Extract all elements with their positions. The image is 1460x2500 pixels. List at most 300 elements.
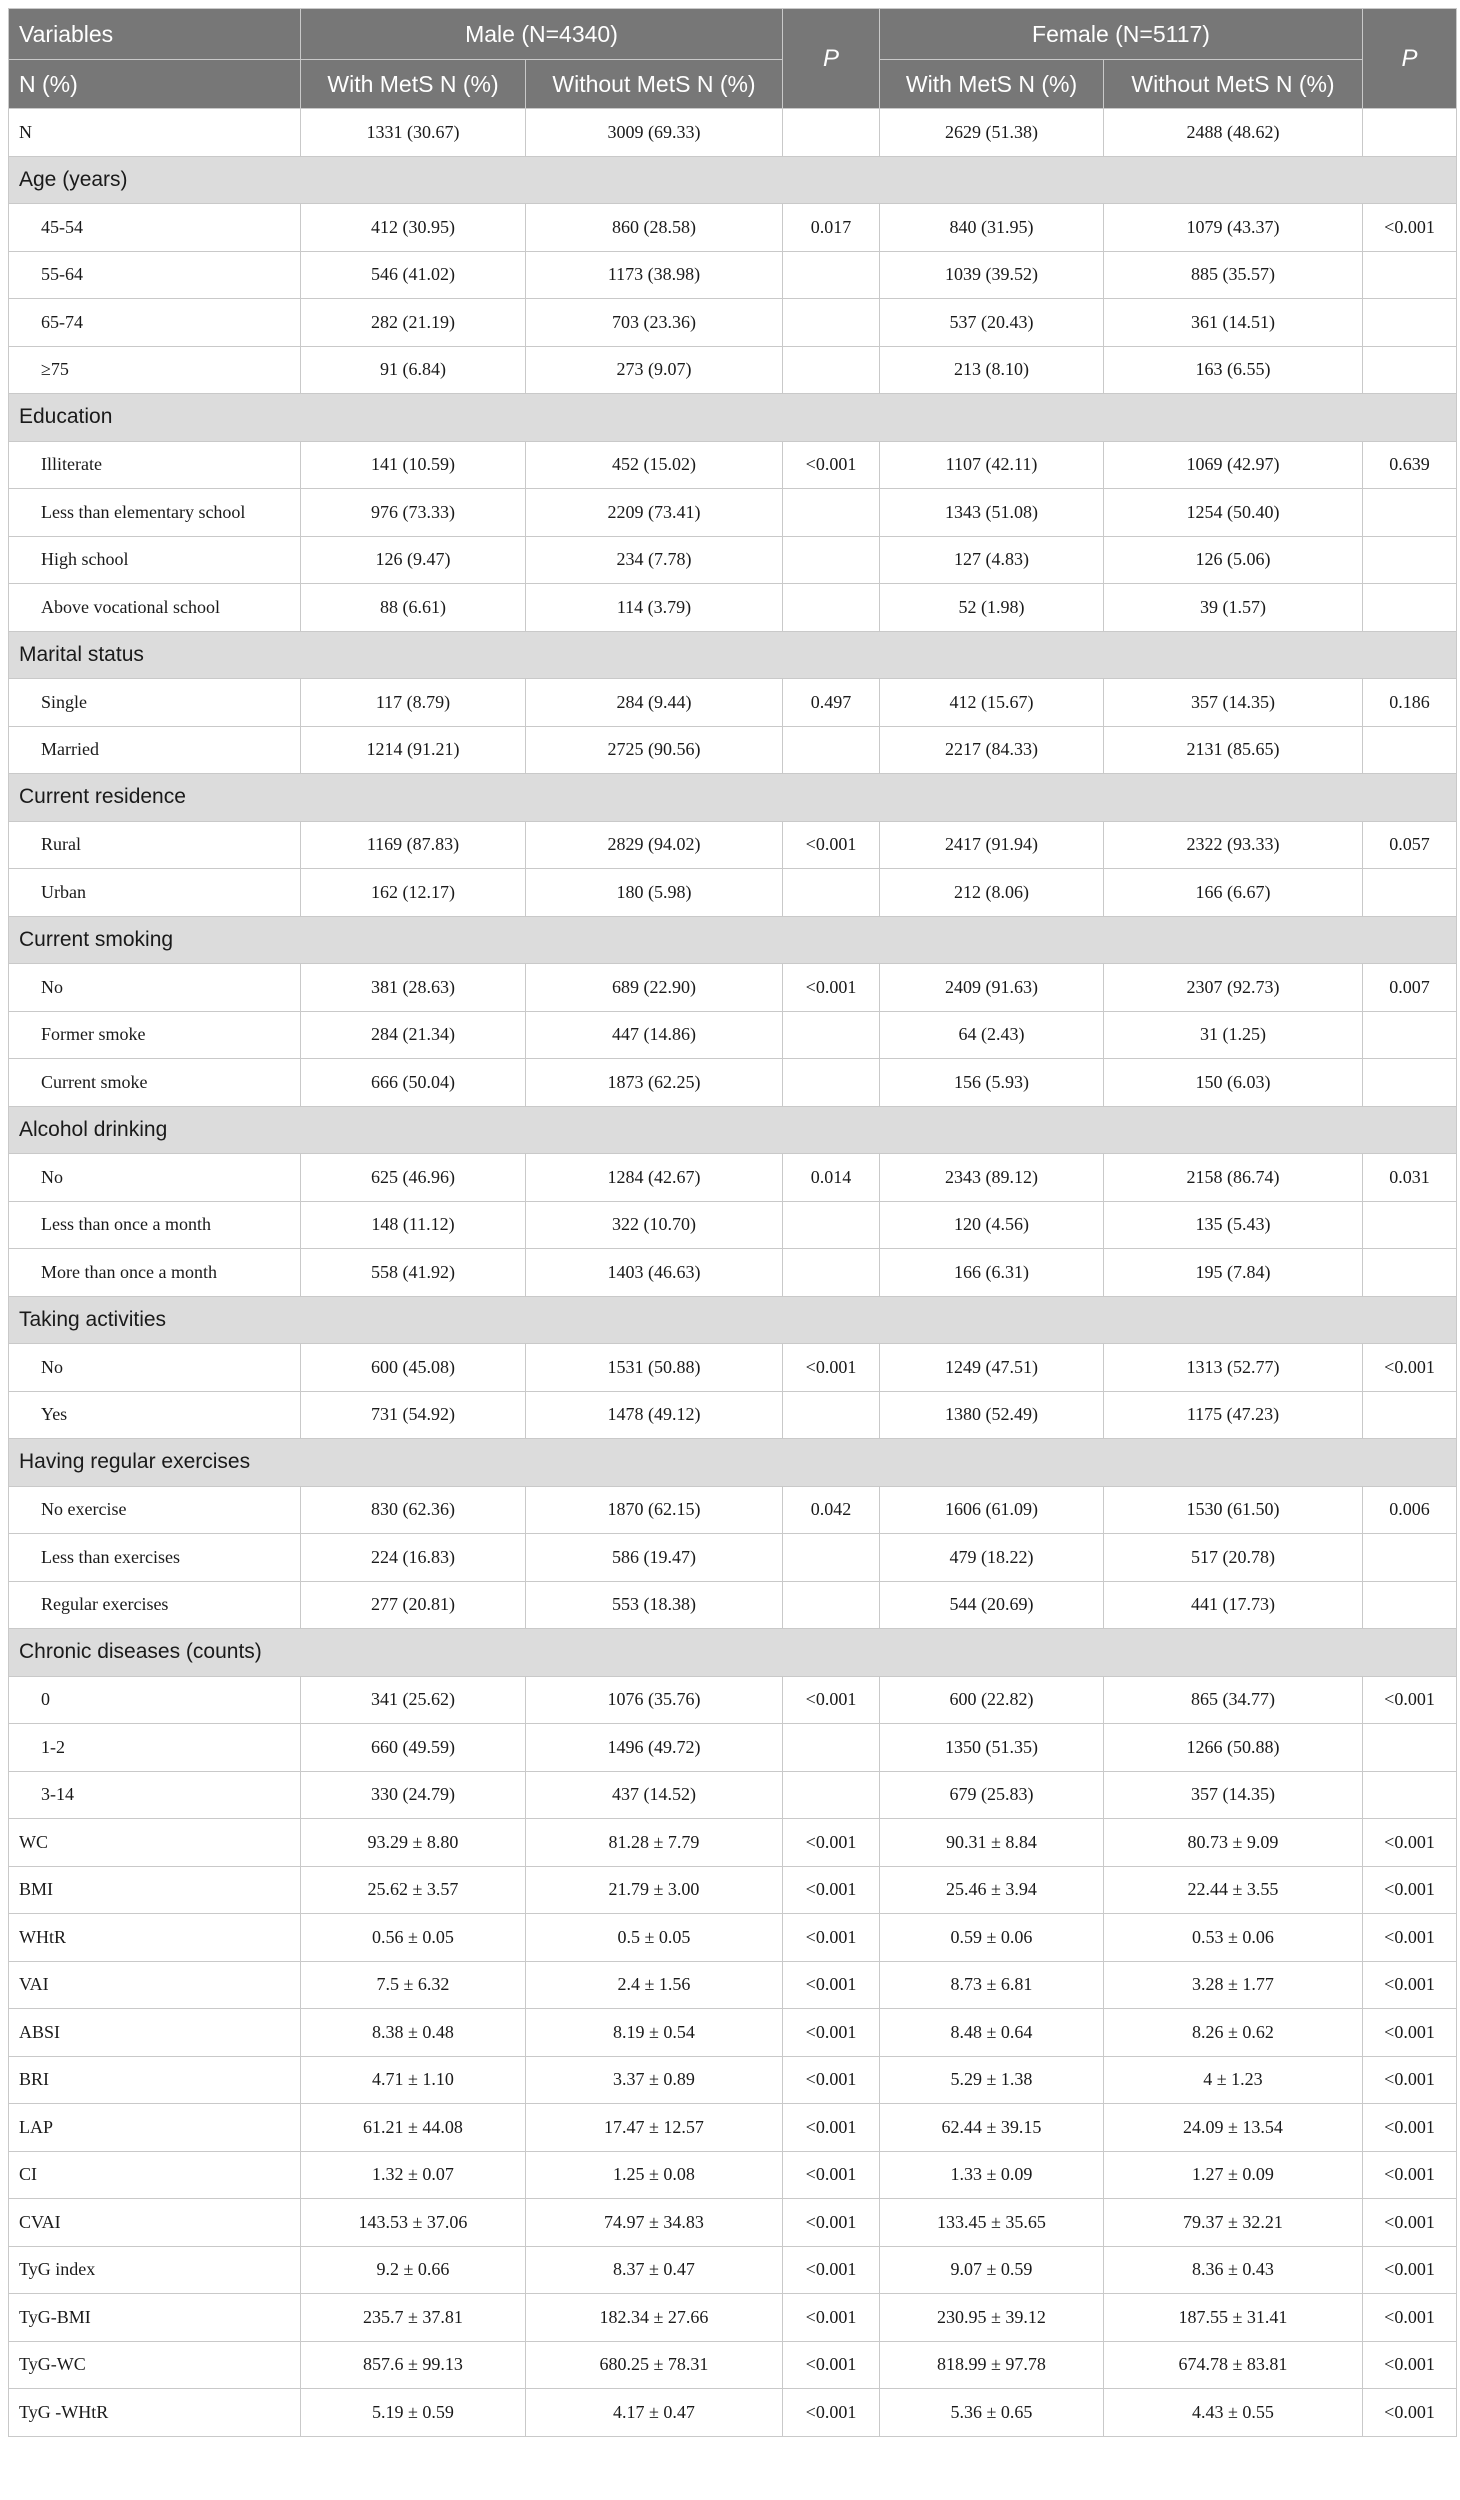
male-with-mets-cell: 857.6 ± 99.13 [301, 2341, 526, 2389]
female-with-mets-cell: 479 (18.22) [880, 1534, 1104, 1582]
female-without-mets-cell: 4 ± 1.23 [1104, 2056, 1363, 2104]
male-without-mets-cell: 1.25 ± 0.08 [526, 2151, 783, 2199]
table-row [9, 1059, 1457, 1107]
row-label: WHtR [9, 1914, 301, 1962]
table-row [9, 726, 1457, 774]
row-label: Yes [9, 1391, 301, 1439]
header-variables: Variables [9, 9, 301, 60]
table-row [9, 584, 1457, 632]
category-label: Taking activities [9, 1296, 1457, 1344]
table-row [9, 489, 1457, 537]
table-row [9, 251, 1457, 299]
table-row [9, 1771, 1457, 1819]
male-with-mets-cell: 625 (46.96) [301, 1154, 526, 1202]
female-p-value-cell: <0.001 [1363, 2341, 1457, 2389]
female-p-value-cell: <0.001 [1363, 2056, 1457, 2104]
male-with-mets-cell: 600 (45.08) [301, 1344, 526, 1392]
male-p-value-cell: <0.001 [783, 1344, 880, 1392]
male-without-mets-cell: 553 (18.38) [526, 1581, 783, 1629]
male-with-mets-cell: 162 (12.17) [301, 869, 526, 917]
table-row [9, 1819, 1457, 1867]
female-without-mets-cell: 2158 (86.74) [1104, 1154, 1363, 1202]
female-without-mets-cell: 4.43 ± 0.55 [1104, 2389, 1363, 2437]
category-row [9, 774, 1457, 822]
male-without-mets-cell: 273 (9.07) [526, 346, 783, 394]
table-row [9, 2199, 1457, 2247]
category-label: Current residence [9, 774, 1457, 822]
table-row [9, 1581, 1457, 1629]
male-with-mets-cell: 731 (54.92) [301, 1391, 526, 1439]
row-label: VAI [9, 1961, 301, 2009]
header-female-without-mets: Without MetS N (%) [1104, 60, 1363, 109]
table-row [9, 2151, 1457, 2199]
male-p-value-cell: <0.001 [783, 2199, 880, 2247]
male-with-mets-cell: 8.38 ± 0.48 [301, 2009, 526, 2057]
male-without-mets-cell: 860 (28.58) [526, 204, 783, 252]
row-label: Above vocational school [9, 584, 301, 632]
male-without-mets-cell: 1873 (62.25) [526, 1059, 783, 1107]
baseline-characteristics-table [8, 8, 1457, 2437]
row-label: N [9, 109, 301, 157]
female-p-value-cell [1363, 1011, 1457, 1059]
table-row [9, 1201, 1457, 1249]
male-p-value-cell [783, 1534, 880, 1582]
female-with-mets-cell: 1.33 ± 0.09 [880, 2151, 1104, 2199]
female-with-mets-cell: 230.95 ± 39.12 [880, 2294, 1104, 2342]
table-row [9, 204, 1457, 252]
row-label: TyG index [9, 2246, 301, 2294]
female-without-mets-cell: 441 (17.73) [1104, 1581, 1363, 1629]
male-p-value-cell [783, 1249, 880, 1297]
female-without-mets-cell: 361 (14.51) [1104, 299, 1363, 347]
table-row [9, 1011, 1457, 1059]
male-p-value-cell: <0.001 [783, 1819, 880, 1867]
female-with-mets-cell: 537 (20.43) [880, 299, 1104, 347]
male-without-mets-cell: 234 (7.78) [526, 536, 783, 584]
male-p-value-cell [783, 299, 880, 347]
female-p-value-cell: <0.001 [1363, 1344, 1457, 1392]
table-row [9, 1344, 1457, 1392]
female-p-value-cell: <0.001 [1363, 2294, 1457, 2342]
male-p-value-cell [783, 1201, 880, 1249]
male-with-mets-cell: 546 (41.02) [301, 251, 526, 299]
male-with-mets-cell: 5.19 ± 0.59 [301, 2389, 526, 2437]
row-label: ≥75 [9, 346, 301, 394]
male-with-mets-cell: 61.21 ± 44.08 [301, 2104, 526, 2152]
female-p-value-cell: 0.007 [1363, 964, 1457, 1012]
table-body [9, 109, 1457, 2437]
table-container [8, 8, 1456, 2437]
male-without-mets-cell: 689 (22.90) [526, 964, 783, 1012]
male-without-mets-cell: 0.5 ± 0.05 [526, 1914, 783, 1962]
row-label: Less than elementary school [9, 489, 301, 537]
female-p-value-cell: <0.001 [1363, 204, 1457, 252]
female-p-value-cell [1363, 251, 1457, 299]
female-without-mets-cell: 885 (35.57) [1104, 251, 1363, 299]
row-label: ABSI [9, 2009, 301, 2057]
row-label: LAP [9, 2104, 301, 2152]
female-with-mets-cell: 818.99 ± 97.78 [880, 2341, 1104, 2389]
table-row [9, 441, 1457, 489]
row-label: Illiterate [9, 441, 301, 489]
table-row [9, 2009, 1457, 2057]
female-p-value-cell [1363, 1724, 1457, 1772]
male-p-value-cell [783, 1724, 880, 1772]
row-label: TyG-BMI [9, 2294, 301, 2342]
table-row [9, 1486, 1457, 1534]
table-row [9, 2246, 1457, 2294]
row-label: More than once a month [9, 1249, 301, 1297]
male-p-value-cell: <0.001 [783, 821, 880, 869]
table-row [9, 2056, 1457, 2104]
male-p-value-cell [783, 251, 880, 299]
female-with-mets-cell: 2629 (51.38) [880, 109, 1104, 157]
category-row [9, 1296, 1457, 1344]
row-label: 3-14 [9, 1771, 301, 1819]
male-p-value-cell: <0.001 [783, 2246, 880, 2294]
male-without-mets-cell: 3.37 ± 0.89 [526, 2056, 783, 2104]
male-without-mets-cell: 2829 (94.02) [526, 821, 783, 869]
female-without-mets-cell: 1254 (50.40) [1104, 489, 1363, 537]
female-with-mets-cell: 2409 (91.63) [880, 964, 1104, 1012]
female-with-mets-cell: 0.59 ± 0.06 [880, 1914, 1104, 1962]
male-without-mets-cell: 182.34 ± 27.66 [526, 2294, 783, 2342]
male-with-mets-cell: 4.71 ± 1.10 [301, 2056, 526, 2104]
header-male-with-mets: With MetS N (%) [301, 60, 526, 109]
female-p-value-cell [1363, 1059, 1457, 1107]
male-with-mets-cell: 141 (10.59) [301, 441, 526, 489]
male-without-mets-cell: 2.4 ± 1.56 [526, 1961, 783, 2009]
male-with-mets-cell: 558 (41.92) [301, 1249, 526, 1297]
female-p-value-cell: 0.006 [1363, 1486, 1457, 1534]
male-p-value-cell [783, 726, 880, 774]
female-without-mets-cell: 1530 (61.50) [1104, 1486, 1363, 1534]
row-label: Former smoke [9, 1011, 301, 1059]
male-with-mets-cell: 93.29 ± 8.80 [301, 1819, 526, 1867]
female-with-mets-cell: 2417 (91.94) [880, 821, 1104, 869]
male-p-value-cell [783, 869, 880, 917]
table-row [9, 1391, 1457, 1439]
male-without-mets-cell: 2725 (90.56) [526, 726, 783, 774]
male-with-mets-cell: 666 (50.04) [301, 1059, 526, 1107]
table-row [9, 679, 1457, 727]
male-without-mets-cell: 447 (14.86) [526, 1011, 783, 1059]
row-label: 0 [9, 1676, 301, 1724]
row-label: 65-74 [9, 299, 301, 347]
female-p-value-cell [1363, 299, 1457, 347]
category-label: Age (years) [9, 156, 1457, 204]
row-label: 1-2 [9, 1724, 301, 1772]
male-without-mets-cell: 452 (15.02) [526, 441, 783, 489]
female-with-mets-cell: 120 (4.56) [880, 1201, 1104, 1249]
male-p-value-cell: <0.001 [783, 1961, 880, 2009]
female-with-mets-cell: 1380 (52.49) [880, 1391, 1104, 1439]
female-with-mets-cell: 8.73 ± 6.81 [880, 1961, 1104, 2009]
row-label: 55-64 [9, 251, 301, 299]
male-p-value-cell [783, 489, 880, 537]
female-p-value-cell [1363, 1771, 1457, 1819]
male-p-value-cell [783, 1059, 880, 1107]
table-row [9, 1154, 1457, 1202]
table-row [9, 1961, 1457, 2009]
female-with-mets-cell: 679 (25.83) [880, 1771, 1104, 1819]
row-label: Single [9, 679, 301, 727]
female-p-value-cell: <0.001 [1363, 1914, 1457, 1962]
header-male-without-mets: Without MetS N (%) [526, 60, 783, 109]
table-row [9, 1676, 1457, 1724]
male-without-mets-cell: 1478 (49.12) [526, 1391, 783, 1439]
male-with-mets-cell: 88 (6.61) [301, 584, 526, 632]
female-without-mets-cell: 166 (6.67) [1104, 869, 1363, 917]
male-p-value-cell: <0.001 [783, 2104, 880, 2152]
row-label: BRI [9, 2056, 301, 2104]
male-with-mets-cell: 224 (16.83) [301, 1534, 526, 1582]
female-p-value-cell: <0.001 [1363, 2104, 1457, 2152]
category-label: Marital status [9, 631, 1457, 679]
male-p-value-cell: <0.001 [783, 1866, 880, 1914]
male-with-mets-cell: 284 (21.34) [301, 1011, 526, 1059]
female-without-mets-cell: 865 (34.77) [1104, 1676, 1363, 1724]
category-row [9, 631, 1457, 679]
female-p-value-cell: 0.031 [1363, 1154, 1457, 1202]
category-row [9, 1439, 1457, 1487]
row-label: 45-54 [9, 204, 301, 252]
female-without-mets-cell: 517 (20.78) [1104, 1534, 1363, 1582]
male-without-mets-cell: 284 (9.44) [526, 679, 783, 727]
male-with-mets-cell: 1169 (87.83) [301, 821, 526, 869]
male-p-value-cell: <0.001 [783, 2056, 880, 2104]
female-with-mets-cell: 1107 (42.11) [880, 441, 1104, 489]
male-p-value-cell: 0.497 [783, 679, 880, 727]
male-without-mets-cell: 2209 (73.41) [526, 489, 783, 537]
female-without-mets-cell: 24.09 ± 13.54 [1104, 2104, 1363, 2152]
female-with-mets-cell: 212 (8.06) [880, 869, 1104, 917]
table-row [9, 299, 1457, 347]
female-without-mets-cell: 163 (6.55) [1104, 346, 1363, 394]
category-label: Having regular exercises [9, 1439, 1457, 1487]
male-with-mets-cell: 7.5 ± 6.32 [301, 1961, 526, 2009]
male-without-mets-cell: 17.47 ± 12.57 [526, 2104, 783, 2152]
male-p-value-cell: <0.001 [783, 441, 880, 489]
category-label: Chronic diseases (counts) [9, 1629, 1457, 1677]
row-label: BMI [9, 1866, 301, 1914]
female-with-mets-cell: 544 (20.69) [880, 1581, 1104, 1629]
male-with-mets-cell: 976 (73.33) [301, 489, 526, 537]
male-p-value-cell: 0.017 [783, 204, 880, 252]
male-p-value-cell: <0.001 [783, 2294, 880, 2342]
female-with-mets-cell: 90.31 ± 8.84 [880, 1819, 1104, 1867]
female-without-mets-cell: 80.73 ± 9.09 [1104, 1819, 1363, 1867]
female-without-mets-cell: 1266 (50.88) [1104, 1724, 1363, 1772]
female-with-mets-cell: 1343 (51.08) [880, 489, 1104, 537]
row-label: CVAI [9, 2199, 301, 2247]
male-without-mets-cell: 8.19 ± 0.54 [526, 2009, 783, 2057]
male-without-mets-cell: 1531 (50.88) [526, 1344, 783, 1392]
female-without-mets-cell: 195 (7.84) [1104, 1249, 1363, 1297]
female-with-mets-cell: 213 (8.10) [880, 346, 1104, 394]
row-label: WC [9, 1819, 301, 1867]
male-with-mets-cell: 1.32 ± 0.07 [301, 2151, 526, 2199]
female-p-value-cell [1363, 346, 1457, 394]
female-without-mets-cell: 0.53 ± 0.06 [1104, 1914, 1363, 1962]
female-with-mets-cell: 8.48 ± 0.64 [880, 2009, 1104, 2057]
female-with-mets-cell: 412 (15.67) [880, 679, 1104, 727]
table-row [9, 2294, 1457, 2342]
header-p-female: P [1363, 9, 1457, 109]
male-p-value-cell: <0.001 [783, 2009, 880, 2057]
row-label: No [9, 1344, 301, 1392]
male-with-mets-cell: 277 (20.81) [301, 1581, 526, 1629]
male-p-value-cell [783, 536, 880, 584]
male-p-value-cell: <0.001 [783, 2341, 880, 2389]
female-p-value-cell: <0.001 [1363, 2199, 1457, 2247]
male-without-mets-cell: 4.17 ± 0.47 [526, 2389, 783, 2437]
female-p-value-cell: <0.001 [1363, 2009, 1457, 2057]
row-label: No [9, 964, 301, 1012]
female-with-mets-cell: 127 (4.83) [880, 536, 1104, 584]
category-row [9, 1106, 1457, 1154]
male-p-value-cell: 0.014 [783, 1154, 880, 1202]
male-without-mets-cell: 322 (10.70) [526, 1201, 783, 1249]
table-row [9, 964, 1457, 1012]
female-without-mets-cell: 2488 (48.62) [1104, 109, 1363, 157]
row-label: Less than exercises [9, 1534, 301, 1582]
female-with-mets-cell: 25.46 ± 3.94 [880, 1866, 1104, 1914]
male-with-mets-cell: 126 (9.47) [301, 536, 526, 584]
female-p-value-cell: <0.001 [1363, 2246, 1457, 2294]
female-without-mets-cell: 1.27 ± 0.09 [1104, 2151, 1363, 2199]
male-without-mets-cell: 114 (3.79) [526, 584, 783, 632]
female-with-mets-cell: 52 (1.98) [880, 584, 1104, 632]
female-with-mets-cell: 2217 (84.33) [880, 726, 1104, 774]
male-p-value-cell: <0.001 [783, 2151, 880, 2199]
male-without-mets-cell: 703 (23.36) [526, 299, 783, 347]
table-row [9, 1534, 1457, 1582]
male-without-mets-cell: 180 (5.98) [526, 869, 783, 917]
female-p-value-cell [1363, 869, 1457, 917]
female-p-value-cell [1363, 1581, 1457, 1629]
row-label: No exercise [9, 1486, 301, 1534]
male-with-mets-cell: 330 (24.79) [301, 1771, 526, 1819]
female-p-value-cell: <0.001 [1363, 1961, 1457, 2009]
male-p-value-cell [783, 109, 880, 157]
male-without-mets-cell: 1076 (35.76) [526, 1676, 783, 1724]
female-with-mets-cell: 1039 (39.52) [880, 251, 1104, 299]
female-p-value-cell [1363, 726, 1457, 774]
male-with-mets-cell: 1214 (91.21) [301, 726, 526, 774]
female-p-value-cell: 0.639 [1363, 441, 1457, 489]
male-p-value-cell [783, 1011, 880, 1059]
male-with-mets-cell: 0.56 ± 0.05 [301, 1914, 526, 1962]
female-without-mets-cell: 2307 (92.73) [1104, 964, 1363, 1012]
male-with-mets-cell: 143.53 ± 37.06 [301, 2199, 526, 2247]
table-header [9, 9, 1457, 109]
table-row [9, 2341, 1457, 2389]
female-with-mets-cell: 9.07 ± 0.59 [880, 2246, 1104, 2294]
male-without-mets-cell: 1870 (62.15) [526, 1486, 783, 1534]
male-with-mets-cell: 412 (30.95) [301, 204, 526, 252]
male-with-mets-cell: 341 (25.62) [301, 1676, 526, 1724]
female-p-value-cell: <0.001 [1363, 2389, 1457, 2437]
row-label: Less than once a month [9, 1201, 301, 1249]
table-row [9, 1914, 1457, 1962]
female-p-value-cell [1363, 1534, 1457, 1582]
female-with-mets-cell: 1606 (61.09) [880, 1486, 1104, 1534]
female-with-mets-cell: 840 (31.95) [880, 204, 1104, 252]
female-with-mets-cell: 1350 (51.35) [880, 1724, 1104, 1772]
header-male-group: Male (N=4340) [301, 9, 783, 60]
male-with-mets-cell: 25.62 ± 3.57 [301, 1866, 526, 1914]
male-p-value-cell: <0.001 [783, 2389, 880, 2437]
female-with-mets-cell: 133.45 ± 35.65 [880, 2199, 1104, 2247]
female-with-mets-cell: 1249 (47.51) [880, 1344, 1104, 1392]
female-without-mets-cell: 357 (14.35) [1104, 679, 1363, 727]
male-with-mets-cell: 148 (11.12) [301, 1201, 526, 1249]
male-without-mets-cell: 81.28 ± 7.79 [526, 1819, 783, 1867]
female-p-value-cell: 0.057 [1363, 821, 1457, 869]
category-label: Alcohol drinking [9, 1106, 1457, 1154]
table-row [9, 1866, 1457, 1914]
female-with-mets-cell: 2343 (89.12) [880, 1154, 1104, 1202]
table-row [9, 821, 1457, 869]
table-row [9, 869, 1457, 917]
male-with-mets-cell: 1331 (30.67) [301, 109, 526, 157]
female-p-value-cell [1363, 584, 1457, 632]
female-p-value-cell: 0.186 [1363, 679, 1457, 727]
row-label: Regular exercises [9, 1581, 301, 1629]
male-p-value-cell [783, 1391, 880, 1439]
table-row [9, 2104, 1457, 2152]
table-row [9, 1249, 1457, 1297]
row-label: Rural [9, 821, 301, 869]
female-with-mets-cell: 166 (6.31) [880, 1249, 1104, 1297]
male-without-mets-cell: 74.97 ± 34.83 [526, 2199, 783, 2247]
male-with-mets-cell: 381 (28.63) [301, 964, 526, 1012]
category-label: Education [9, 394, 1457, 442]
female-without-mets-cell: 187.55 ± 31.41 [1104, 2294, 1363, 2342]
female-p-value-cell [1363, 109, 1457, 157]
table-row [9, 536, 1457, 584]
female-with-mets-cell: 5.29 ± 1.38 [880, 2056, 1104, 2104]
header-female-with-mets: With MetS N (%) [880, 60, 1104, 109]
male-without-mets-cell: 680.25 ± 78.31 [526, 2341, 783, 2389]
female-without-mets-cell: 1079 (43.37) [1104, 204, 1363, 252]
female-with-mets-cell: 62.44 ± 39.15 [880, 2104, 1104, 2152]
female-without-mets-cell: 8.36 ± 0.43 [1104, 2246, 1363, 2294]
male-with-mets-cell: 235.7 ± 37.81 [301, 2294, 526, 2342]
male-with-mets-cell: 91 (6.84) [301, 346, 526, 394]
male-with-mets-cell: 282 (21.19) [301, 299, 526, 347]
female-with-mets-cell: 156 (5.93) [880, 1059, 1104, 1107]
female-without-mets-cell: 1069 (42.97) [1104, 441, 1363, 489]
female-without-mets-cell: 8.26 ± 0.62 [1104, 2009, 1363, 2057]
female-without-mets-cell: 3.28 ± 1.77 [1104, 1961, 1363, 2009]
female-without-mets-cell: 1175 (47.23) [1104, 1391, 1363, 1439]
row-label: No [9, 1154, 301, 1202]
row-label: TyG-WC [9, 2341, 301, 2389]
female-with-mets-cell: 5.36 ± 0.65 [880, 2389, 1104, 2437]
female-p-value-cell [1363, 536, 1457, 584]
row-label: Married [9, 726, 301, 774]
male-without-mets-cell: 21.79 ± 3.00 [526, 1866, 783, 1914]
male-p-value-cell: <0.001 [783, 1676, 880, 1724]
female-with-mets-cell: 600 (22.82) [880, 1676, 1104, 1724]
female-p-value-cell [1363, 489, 1457, 537]
header-female-group: Female (N=5117) [880, 9, 1363, 60]
female-p-value-cell: <0.001 [1363, 1676, 1457, 1724]
female-without-mets-cell: 150 (6.03) [1104, 1059, 1363, 1107]
category-row [9, 916, 1457, 964]
